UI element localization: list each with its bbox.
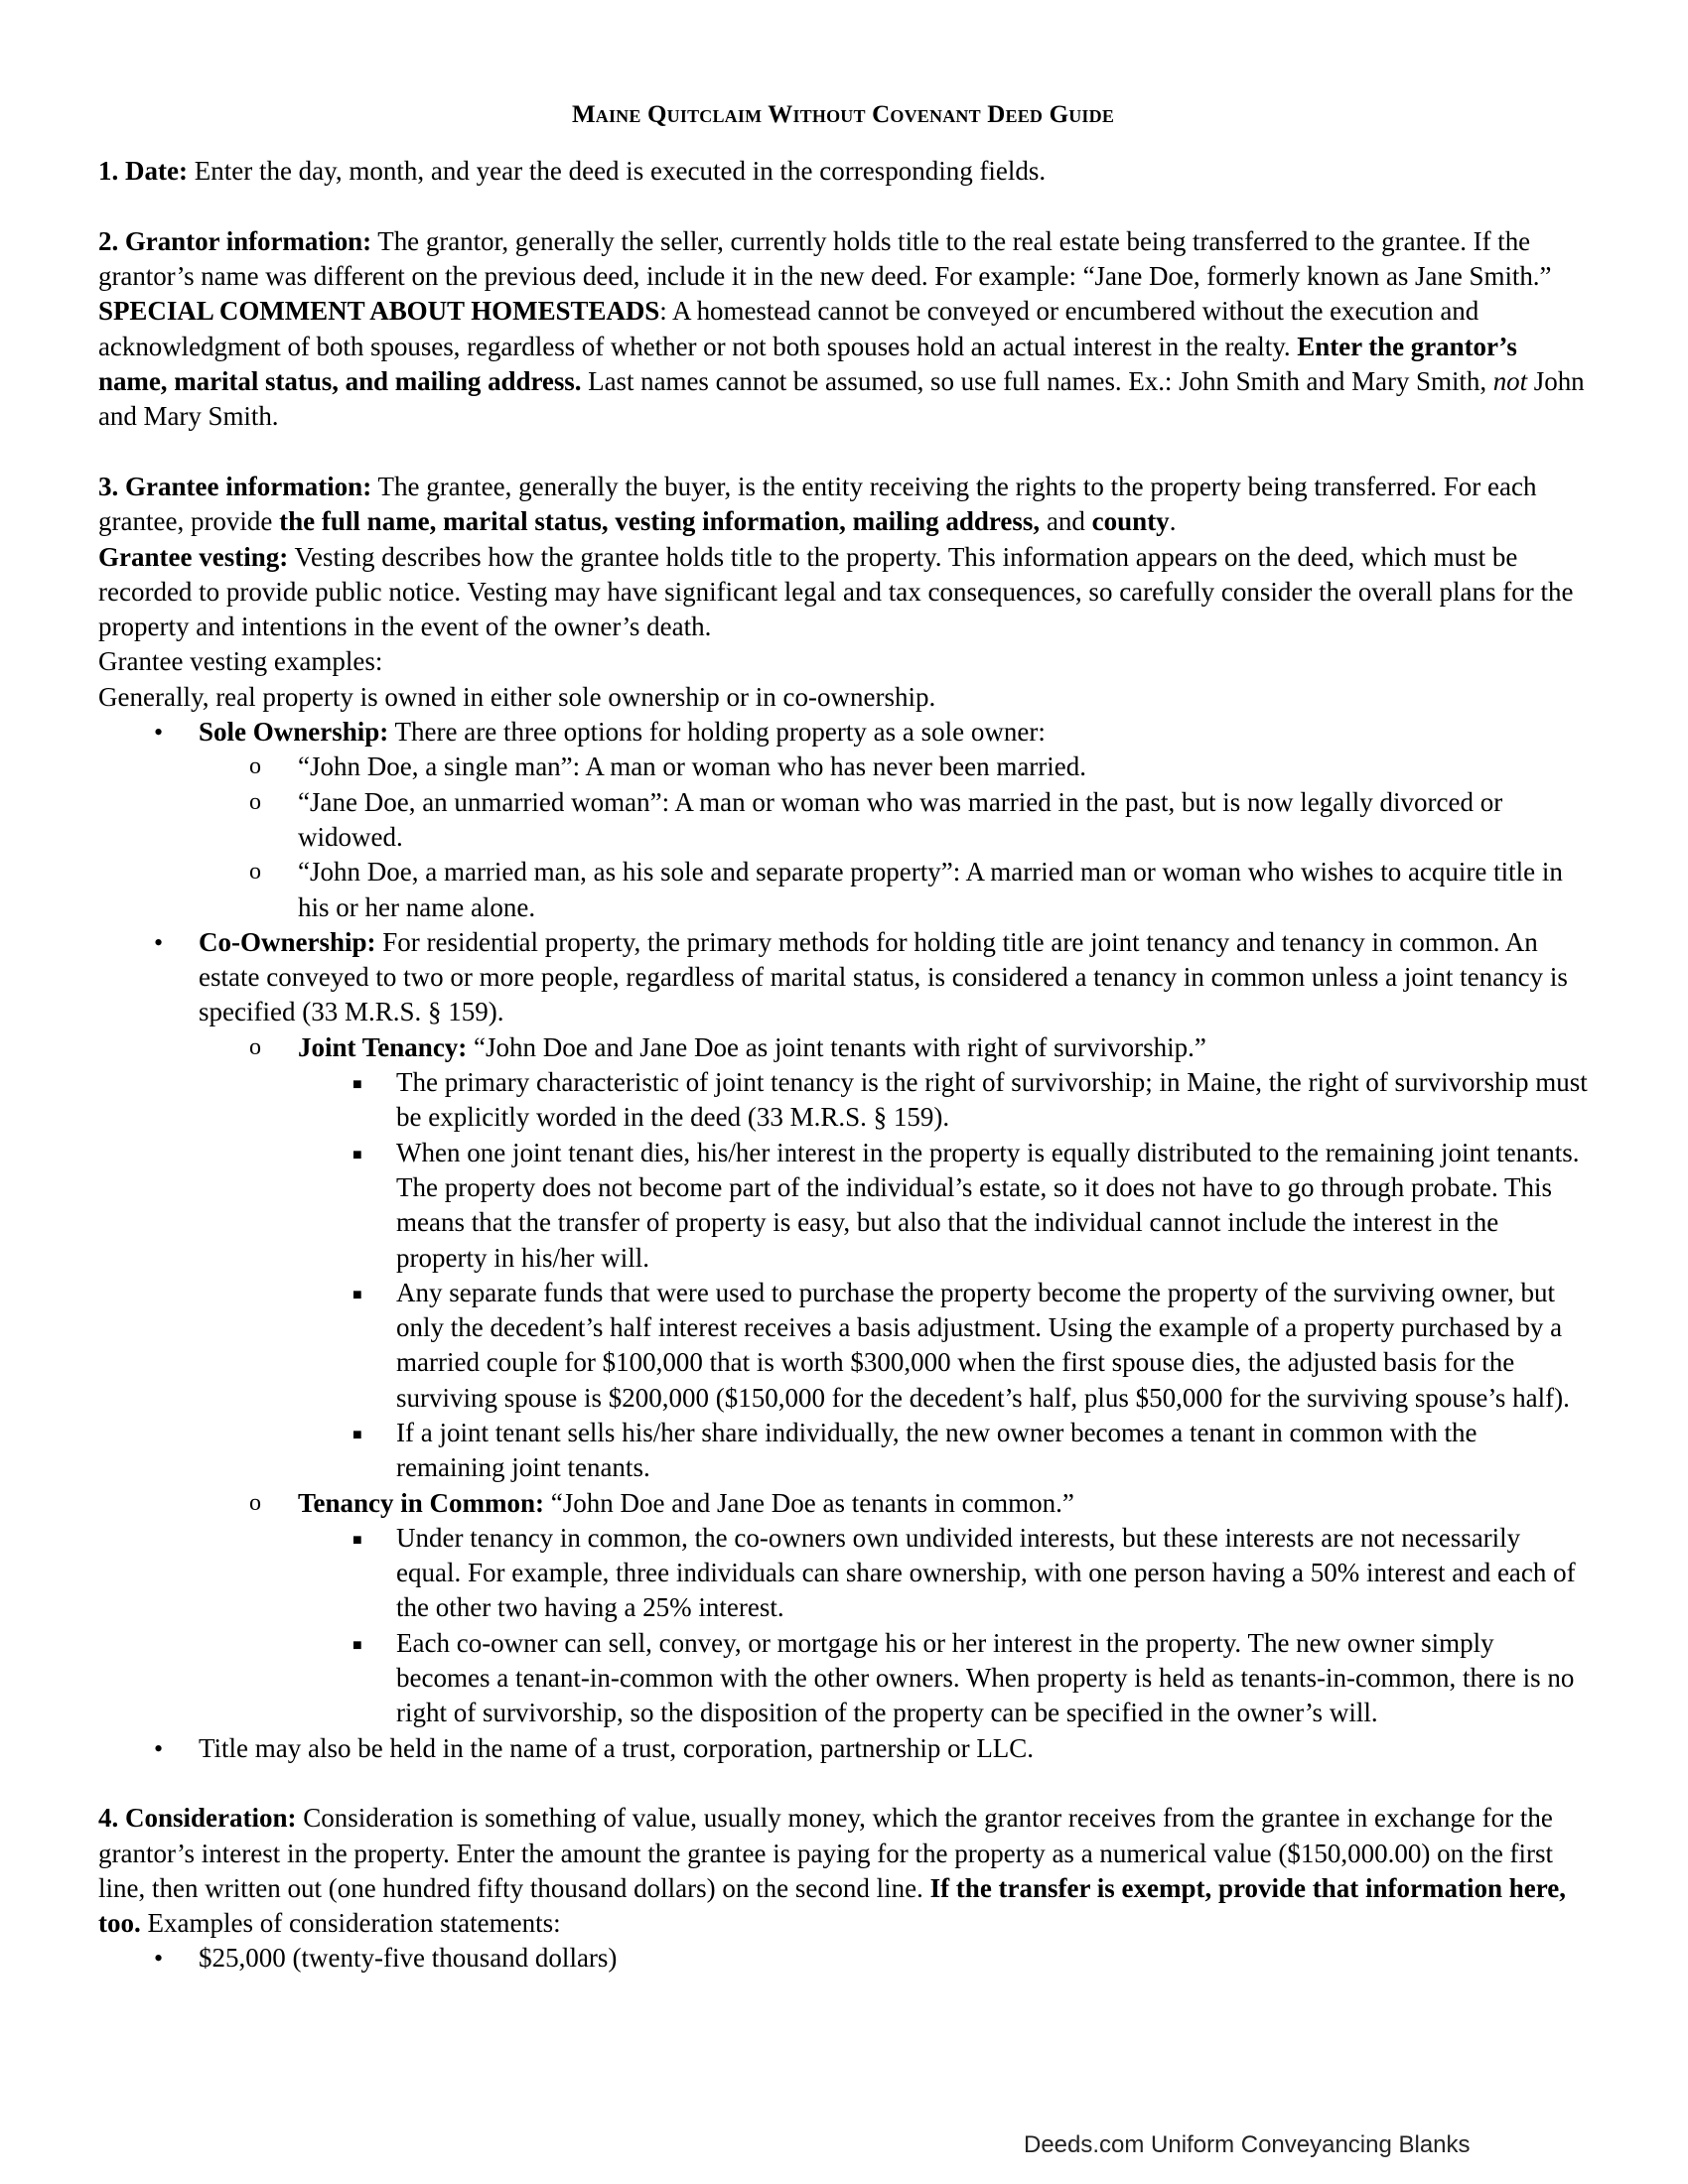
- bullet-dot-icon: •: [154, 927, 164, 957]
- grantor-text-2: : A homestead cannot be conveyed or encumbered without the execution and acknowledgment of both spouses, regardless of whether or not both spouses hold an actual interest in the realty.: [98, 296, 1479, 361]
- homestead-comment-label: SPECIAL COMMENT ABOUT HOMESTEADS: [98, 296, 660, 327]
- bullet-circle-icon: o: [249, 753, 261, 780]
- joint-tenancy-text: “John Doe and Jane Doe as joint tenants with right of survivorship.”: [467, 1031, 1206, 1062]
- bullet-sole-ownership: [98, 715, 1588, 750]
- bullet-square-icon: ■: [352, 1426, 362, 1443]
- ownership-general: Generally, real property is owned in either sole ownership or in co-ownership.: [98, 681, 936, 712]
- joint-item-text: The primary characteristic of joint tenancy is the right of survivorship; in Maine, the right of survivorship must be explicitly worded in the deed (33 M.R.S. § 159).: [396, 1067, 1588, 1133]
- sole-ownership-text: There are three options for holding property as a sole owner:: [388, 717, 1046, 748]
- page-title: Maine Quitclaim Without Covenant Deed Guide: [571, 101, 1115, 128]
- joint-item: [98, 1416, 1588, 1486]
- bullet-square-icon: ■: [352, 1076, 362, 1094]
- section-grantor: [98, 224, 1588, 435]
- co-ownership-label: Co-Ownership:: [199, 926, 376, 957]
- joint-tenancy: [98, 1030, 1588, 1065]
- grantee-text-3: .: [1169, 506, 1177, 537]
- joint-tenancy-label: Joint Tenancy:: [298, 1031, 468, 1062]
- tenancy-in-common-text: “John Doe and Jane Doe as tenants in common.”: [544, 1487, 1074, 1518]
- grantor-text-3: Last names cannot be assumed, so use full names. Ex.: John Smith and Mary Smith,: [581, 366, 1493, 397]
- sole-item: [98, 855, 1588, 925]
- co-ownership-text: For residential property, the primary methods for holding title are joint tenancy and tenancy in common. An estate conveyed to two or more people, regardless of marital status, is considered a tenancy in common unless a joint tenancy is specified (33 M.R.S. § 159).: [199, 926, 1568, 1027]
- section-date-text: Enter the day, month, and year the deed is executed in the corresponding fields.: [187, 156, 1047, 187]
- bullet-co-ownership: [98, 925, 1588, 1030]
- grantor-text-4: John and Mary Smith.: [98, 366, 1585, 432]
- vesting-examples-heading: Grantee vesting examples:: [98, 646, 383, 677]
- consideration-example-text: $25,000 (twenty-five thousand dollars): [199, 1943, 618, 1974]
- consideration-text-1: Consideration is something of value, usually money, which the grantor receives from the grantee in exchange for the grantor’s interest in the property. Enter the amount the grantee is paying for the property as a numerical value ($150,000.00) on the first line, then written out (one hundred fifty thousand dollars) on the second line.: [98, 1803, 1554, 1903]
- bullet-dot-icon: •: [154, 718, 164, 748]
- joint-item-text: If a joint tenant sells his/her share individually, the new owner becomes a tenant in common with the remaining joint tenants.: [396, 1417, 1477, 1483]
- section-date-label: 1. Date:: [98, 156, 188, 187]
- grantee-text-1: The grantee, generally the buyer, is the entity receiving the rights to the property being transferred. For each grantee, provide: [98, 471, 1537, 537]
- tenancy-in-common: [98, 1486, 1588, 1521]
- grantor-not: not: [1492, 366, 1528, 397]
- bullet-circle-icon: o: [249, 788, 261, 815]
- sole-item-text: “Jane Doe, an unmarried woman”: A man or woman who was married in the past, but is now legally divorced or widowed.: [298, 786, 1503, 852]
- tic-item-text: Each co-owner can sell, convey, or mortgage his or her interest in the property. The new owner simply becomes a tenant-in-common with the other owners. When property is held as tenants-in-common, there is no right of survivorship, so the disposition of the property can be specified in the owner’s will.: [396, 1627, 1575, 1728]
- grantee-vesting: [98, 540, 1588, 645]
- bullet-square-icon: ■: [352, 1531, 362, 1549]
- page-footer: Deeds.com Uniform Conveyancing Blanks: [1024, 2131, 1471, 2158]
- tic-item: [98, 1521, 1588, 1626]
- grantee-bold-1: the full name, marital status, vesting information, mailing address,: [279, 506, 1041, 537]
- section-consideration: [98, 1801, 1588, 1941]
- bullet-square-icon: ■: [352, 1146, 362, 1163]
- sole-item: [98, 750, 1588, 784]
- bullet-square-icon: ■: [352, 1286, 362, 1303]
- grantee-text-2: and: [1040, 506, 1092, 537]
- sole-item: [98, 785, 1588, 856]
- grantee-bold-2: county: [1091, 506, 1170, 537]
- bullet-circle-icon: o: [249, 1489, 261, 1516]
- consideration-exempt: If the transfer is exempt, provide that information here, too.: [98, 1872, 1566, 1939]
- section-date: [98, 154, 1588, 189]
- tic-item-text: Under tenancy in common, the co-owners own undivided interests, but these interests are not necessarily equal. For example, three individuals can share ownership, with one person having a 50% interest and each of the other two having a 25% interest.: [396, 1522, 1576, 1623]
- sole-item-text: “John Doe, a married man, as his sole and separate property”: A married man or woman who wishes to acquire title in his or her name alone.: [298, 857, 1563, 922]
- bullet-square-icon: ■: [352, 1636, 362, 1654]
- bullet-circle-icon: o: [249, 859, 261, 886]
- bullet-trust: [98, 1731, 1588, 1766]
- joint-item-text: Any separate funds that were used to purchase the property become the property of the surviving owner, but only the decedent’s half interest receives a basis adjustment. Using the example of a property purchased by a married couple for $100,000 that is worth $300,000 when the first spouse dies, the adjusted basis for the surviving spouse is $200,000 ($150,000 for the decedent’s half, plus $50,000 for the surviving spouse’s half).: [396, 1277, 1570, 1413]
- trust-text: Title may also be held in the name of a trust, corporation, partnership or LLC.: [199, 1732, 1035, 1763]
- grantor-instruction: Enter the grantor’s name, marital status, and mailing address.: [98, 331, 1517, 397]
- sole-item-text: “John Doe, a single man”: A man or woman who has never been married.: [298, 751, 1087, 782]
- bullet-circle-icon: o: [249, 1033, 261, 1060]
- document-page: [98, 97, 1588, 1977]
- section-grantee: [98, 470, 1588, 540]
- bullet-dot-icon: •: [154, 1733, 164, 1763]
- tenancy-in-common-label: Tenancy in Common:: [298, 1487, 545, 1518]
- tic-item: [98, 1626, 1588, 1731]
- joint-item-text: When one joint tenant dies, his/her interest in the property is equally distributed to the remaining joint tenants. The property does not become part of the individual’s estate, so it does not have to go through probate. This means that the transfer of property is easy, but also that the individual cannot include the interest in the property in his/her will.: [396, 1137, 1580, 1273]
- section-grantee-label: 3. Grantee information:: [98, 471, 372, 501]
- sole-ownership-label: Sole Ownership:: [199, 717, 389, 748]
- consideration-text-2: Examples of consideration statements:: [140, 1908, 561, 1939]
- section-grantor-label: 2. Grantor information:: [98, 225, 372, 256]
- section-consideration-label: 4. Consideration:: [98, 1803, 297, 1834]
- grantee-vesting-text: Vesting describes how the grantee holds title to the property. This information appears on the deed, which must be recorded to provide public notice. Vesting may have significant legal and tax consequences, so carefully consider the overall plans for the property and intentions in the event of the owner’s death.: [98, 541, 1574, 642]
- grantor-text-1: The grantor, generally the seller, currently holds title to the real estate being transferred to the grantee. If the grantor’s name was different on the previous deed, include it in the new deed. For example: “Jane Doe, formerly known as Jane Smith.”: [98, 225, 1552, 292]
- consideration-example: [98, 1941, 1588, 1976]
- joint-item: [98, 1065, 1588, 1136]
- joint-item: [98, 1276, 1588, 1416]
- joint-item: [98, 1136, 1588, 1276]
- grantee-vesting-label: Grantee vesting:: [98, 541, 289, 572]
- bullet-dot-icon: •: [154, 1944, 164, 1974]
